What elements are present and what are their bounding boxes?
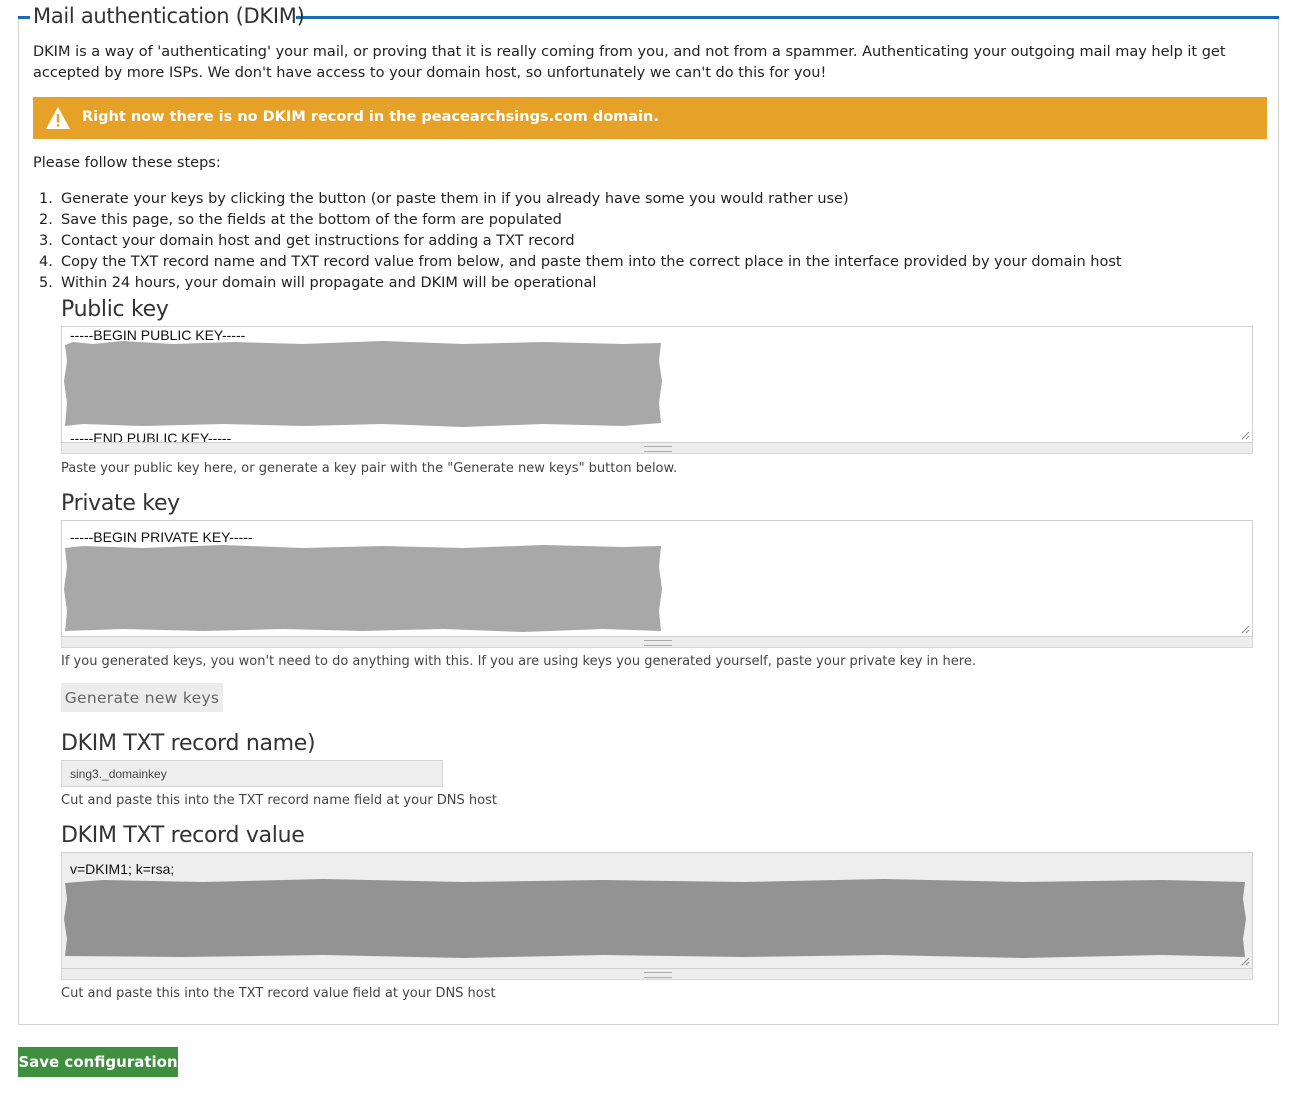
intro-text: DKIM is a way of 'authenticating' your mail, or proving that it is really coming from you, and not from a spammer. Authenticating your outgoing mail may help it get accepted by more ISPs. We don't have access to your domain host, so unfortunately we can't do this for you! (33, 44, 1226, 81)
txt-name-help: Cut and paste this into the TXT record name field at your DNS host (61, 793, 497, 808)
grip-icon (644, 972, 672, 978)
warning-triangle-icon (45, 105, 71, 131)
txt-value-first-line: v=DKIM1; k=rsa; (70, 861, 175, 877)
public-key-help: Paste your public key here, or generate a key pair with the "Generate new keys" button below. (61, 461, 678, 476)
redacted-block (63, 341, 663, 427)
grip-icon (644, 640, 672, 646)
txt-value-grippie[interactable] (61, 969, 1253, 980)
resize-handle-icon[interactable] (1241, 625, 1250, 634)
list-item: 2. Save this page, so the fields at the bottom of the form are populated (39, 212, 562, 228)
txt-name-field[interactable] (61, 760, 443, 787)
txt-value-help: Cut and paste this into the TXT record value field at your DNS host (61, 986, 496, 1001)
private-key-begin-line: -----BEGIN PRIVATE KEY----- (70, 529, 253, 545)
save-configuration-button[interactable]: Save configuration (18, 1047, 178, 1077)
warning-message: Right now there is no DKIM record in the peacearchsings.com domain. (82, 109, 659, 125)
private-key-grippie[interactable] (61, 637, 1253, 648)
redacted-block (63, 545, 663, 633)
warning-banner (33, 97, 1267, 139)
legend-rule-right (296, 16, 1279, 19)
txt-value-textarea[interactable] (61, 852, 1253, 969)
list-item: 5. Within 24 hours, your domain will propagate and DKIM will be operational (39, 275, 597, 291)
list-item: 1. Generate your keys by clicking the button (or paste them in if you already have some you would rather use) (39, 191, 849, 207)
public-key-begin-line: -----BEGIN PUBLIC KEY----- (70, 327, 246, 343)
private-key-help: If you generated keys, you won't need to do anything with this. If you are using keys you generated yourself, paste your private key in here. (61, 654, 976, 669)
list-item: 4. Copy the TXT record name and TXT record value from below, and paste them into the correct place in the interface provided by your domain host (39, 254, 1122, 270)
resize-handle-icon[interactable] (1241, 431, 1250, 440)
grip-icon (644, 446, 672, 452)
steps-intro: Please follow these steps: (33, 155, 221, 171)
resize-handle-icon[interactable] (1241, 957, 1250, 966)
public-key-end-line: -----END PUBLIC KEY----- (70, 430, 232, 443)
legend-rule-left (18, 16, 30, 19)
private-key-textarea[interactable] (61, 520, 1253, 637)
private-key-label: Private key (61, 491, 180, 516)
txt-value-label: DKIM TXT record value (61, 823, 305, 848)
public-key-textarea[interactable] (61, 326, 1253, 443)
public-key-label: Public key (61, 297, 169, 322)
generate-keys-button[interactable]: Generate new keys (61, 683, 223, 712)
list-item: 3. Contact your domain host and get instructions for adding a TXT record (39, 233, 575, 249)
txt-name-label: DKIM TXT record name) (61, 731, 316, 756)
fieldset-legend: Mail authentication (DKIM) (33, 4, 305, 28)
public-key-grippie[interactable] (61, 443, 1253, 454)
redacted-block (63, 879, 1247, 959)
steps-list (33, 189, 1122, 294)
